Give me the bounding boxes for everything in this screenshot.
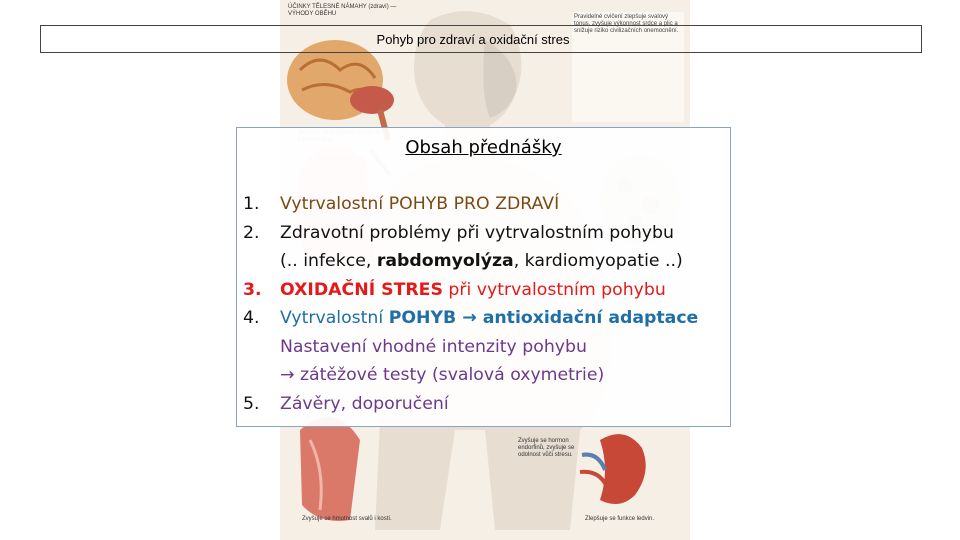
item-line [280,333,698,362]
item-number: 3. [243,279,262,300]
item-number: 2. [243,222,260,243]
item-text: , kardiomyopatie ..) [513,251,683,271]
outline-item [243,190,698,219]
item-text: Nastavení vhodné intenzity pohybu [280,336,587,357]
item-text: rabdomyolýza [376,251,514,271]
background-header-text: ÚČINKY TĚLESNÉ NÁMAHY (zdraví) — VÝHODY OBĚHU [288,4,397,17]
background-note: Zvyšuje se hormon endorfinů, zvyšuje se odolnost vůči stresu. [518,438,575,458]
item-number: 5. [243,393,260,414]
outline-item [243,219,698,276]
item-line [280,361,698,390]
title-box [40,25,922,53]
outline-item [243,276,698,305]
item-number: 4. [243,308,260,328]
item-text: → zátěžové testy (svalová oxymetrie) [280,365,605,385]
brain-icon [287,40,394,140]
item-text: Vytrvalostní [280,308,389,328]
slide-title: Pohyb pro zdraví a oxidační stres [376,31,570,47]
item-line [280,304,698,333]
item-text: POHYB [388,308,457,328]
item-line [280,247,698,276]
item-text: (.. infekce, [280,251,377,271]
item-text: při vytrvalostním pohybu [442,279,666,300]
item-line [280,219,698,248]
item-text: POHYB PRO ZDRAVÍ [388,194,560,214]
item-number: 1. [243,194,260,214]
leg-muscle-icon [300,417,360,521]
background-note: Pravidelné cvičení zlepšuje svalový tonus, zvyšuje výkonnost srdce a plic a snižuje riziko civilizačních onemocnění. [574,14,679,34]
item-text: → [456,308,483,328]
item-text: Zdravotní problémy při vytrvalostním pohybu [280,222,674,243]
item-text: antioxidační adaptace [482,308,699,328]
outline-item [243,304,698,390]
outline-list [243,190,698,418]
item-text: Vytrvalostní [280,194,389,214]
background-caption: Zlepšuje se funkce ledvin. [585,516,655,522]
item-text: OXIDAČNÍ STRES [280,279,443,300]
card-title: Obsah přednášky [405,137,562,158]
content-card [236,127,731,427]
item-text: Závěry, doporučení [280,393,449,414]
background-caption: Zvyšuje se hmotnost svalů i kostí. [302,516,392,522]
outline-item [243,390,698,419]
